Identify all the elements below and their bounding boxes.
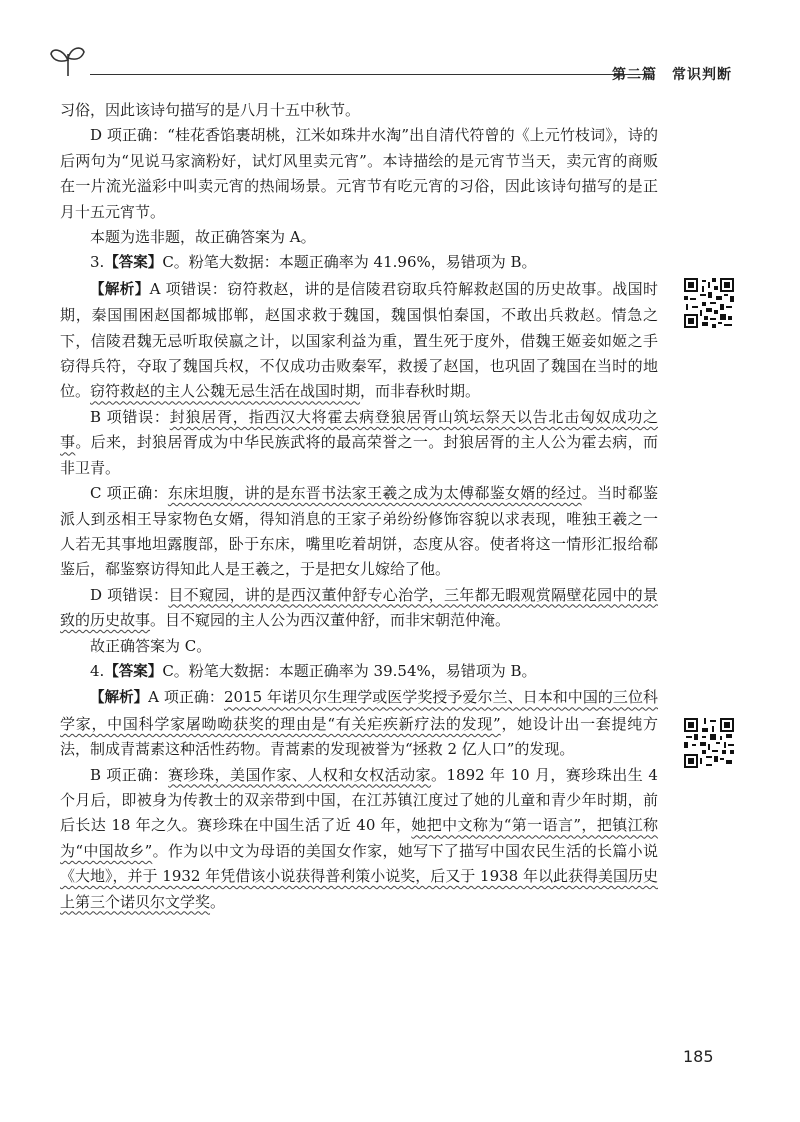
underlined-text: 她把中文称为“第一语言”，把镇江称为“中国故乡” (60, 816, 659, 860)
paragraph: 故正确答案为 C。 (90, 636, 212, 655)
analysis-text: ，而非春秋时期。 (360, 382, 481, 401)
analysis-text: A 项正确： (148, 688, 224, 707)
underlined-text: 2015 年诺贝尔生理学或医学奖授予爱尔兰、日本和中国的三位科学家，中国科学家屠呦呦获奖的理由是“有关疟疾新疗法的发现” (60, 688, 658, 733)
question-4-analysis-b (60, 763, 658, 915)
section-title: 第二篇 常识判断 (612, 67, 732, 83)
underlined-text: 窃符救赵的主人公魏无忌生活在战国时期 (90, 382, 361, 401)
analysis-text: 。作为以中文为母语的美国女作家，她写下了描写中国农民生活的长篇小说 (152, 841, 658, 860)
analysis-text: 。 (210, 892, 226, 911)
qr-code-icon[interactable] (684, 278, 734, 328)
analysis-label: 【解析】 (90, 281, 150, 298)
question-4-analysis-a (60, 685, 658, 762)
qr-code-icon[interactable] (684, 718, 734, 768)
question-3-answer (60, 250, 658, 276)
analysis-text: 。后来，封狼居胥成为中华民族武将的最高荣誉之一。封狼居胥的主人公为霍去病，而非卫青。 (60, 433, 658, 477)
paragraph: D 项正确：“桂花香馅裹胡桃，江米如珠井水淘”出自清代符曾的《上元竹枝词》，诗的后两句为“见说马家滴粉好，试灯风里卖元宵”。本诗描绘的是元宵节当天，卖元宵的商贩在一片流光溢彩中叫卖元宵的热闹场景。元宵节有吃元宵的习俗，因此该诗句描写的是正月十五元宵节。 (60, 126, 658, 221)
underlined-text: 东床坦腹，讲的是东晋书法家王羲之成为太傅郗鉴女婿的经过 (167, 484, 582, 503)
analysis-text: B 项正确： (90, 765, 169, 784)
answer-label: 【答案】 (104, 255, 163, 272)
underlined-text: 封狼居胥，指西汉大将霍去病登狼居胥山筑坛祭天以告北击匈奴成功之事 (60, 407, 658, 452)
header-rule (90, 74, 650, 75)
underlined-text: 赛珍珠，美国作家、人权和女权活动家 (168, 765, 432, 784)
sprout-leaf-icon (48, 42, 88, 78)
analysis-text: 。目不窥园的主人公为西汉董仲舒，而非宋朝范仲淹。 (150, 611, 511, 630)
question-number: 4. (90, 661, 105, 680)
underlined-text: 目不窥园，讲的是西汉董仲舒专心治学，三年都无暇观赏隔壁花园中的景致的历史故事 (60, 585, 658, 630)
answer-text: C。粉笔大数据：本题正确率为 39.54%，易错项为 B。 (162, 661, 537, 680)
answer-text: C。粉笔大数据：本题正确率为 41.96%，易错项为 B。 (162, 253, 537, 272)
page-header (40, 38, 740, 86)
analysis-label: 【解析】 (90, 690, 149, 707)
page-body (60, 98, 658, 915)
question-number: 3. (90, 253, 105, 272)
question-3-analysis-b (60, 405, 658, 481)
page-number: 185 (683, 1047, 714, 1066)
paragraph: 本题为选非题，故正确答案为 A。 (90, 228, 316, 247)
question-4-answer (60, 659, 658, 685)
question-3-analysis-c (60, 481, 658, 583)
answer-label: 【答案】 (104, 663, 163, 680)
analysis-text: B 项错误： (90, 407, 170, 426)
underlined-text: 《大地》，并于 1932 年凭借该小说获得普利策小说奖，后又于 1938 年以此获得美国历史上第三个诺贝尔文学奖 (60, 867, 658, 911)
question-3-analysis-d (60, 583, 658, 634)
analysis-text: ，她设计出一套提纯方法，制成青蒿素这种活性药物。青蒿素的发现被誉为“拯救 2 亿人口”的发现。 (60, 714, 658, 759)
analysis-text: A 项错误：窃符救赵，讲的是信陵君窃取兵符解救赵国的历史故事。战国时期，秦国围困赵国都城邯郸，赵国求救于魏国，魏国惧怕秦国，不敢出兵救赵。情急之下，信陵君魏无忌听取侯嬴之计，以国家利益为重，置生死于度外，借魏王姬妾如姬之手窃得兵符，夺取了魏国兵权，不仅成功击败秦军，救援了赵国，也巩固了魏国在当时的地位。 (60, 279, 659, 401)
analysis-text: D 项错误： (90, 585, 169, 604)
analysis-text: 。1892 年 10 月，赛珍珠出生 4 个月后，即被身为传教士的双亲带到中国，在江苏镇江度过了她的儿童和青少年时期，前后长达 18 年之久。赛珍珠在中国生活了近 40 年， (60, 765, 658, 835)
paragraph: 习俗，因此该诗句描写的是八月十五中秋节。 (60, 101, 361, 119)
analysis-text: 。当时郗鉴派人到丞相王导家物色女婿，得知消息的王家子弟纷纷修饰容貌以求表现，唯独王羲之一人若无其事地坦露腹部，卧于东床，嘴里吃着胡饼，态度从容。使者将这一情形汇报给郗鉴后，郗鉴察访得知此人是王羲之，于是把女儿嫁给了他。 (60, 484, 658, 579)
analysis-text: C 项正确： (90, 484, 168, 503)
question-3-analysis-a (60, 277, 658, 405)
